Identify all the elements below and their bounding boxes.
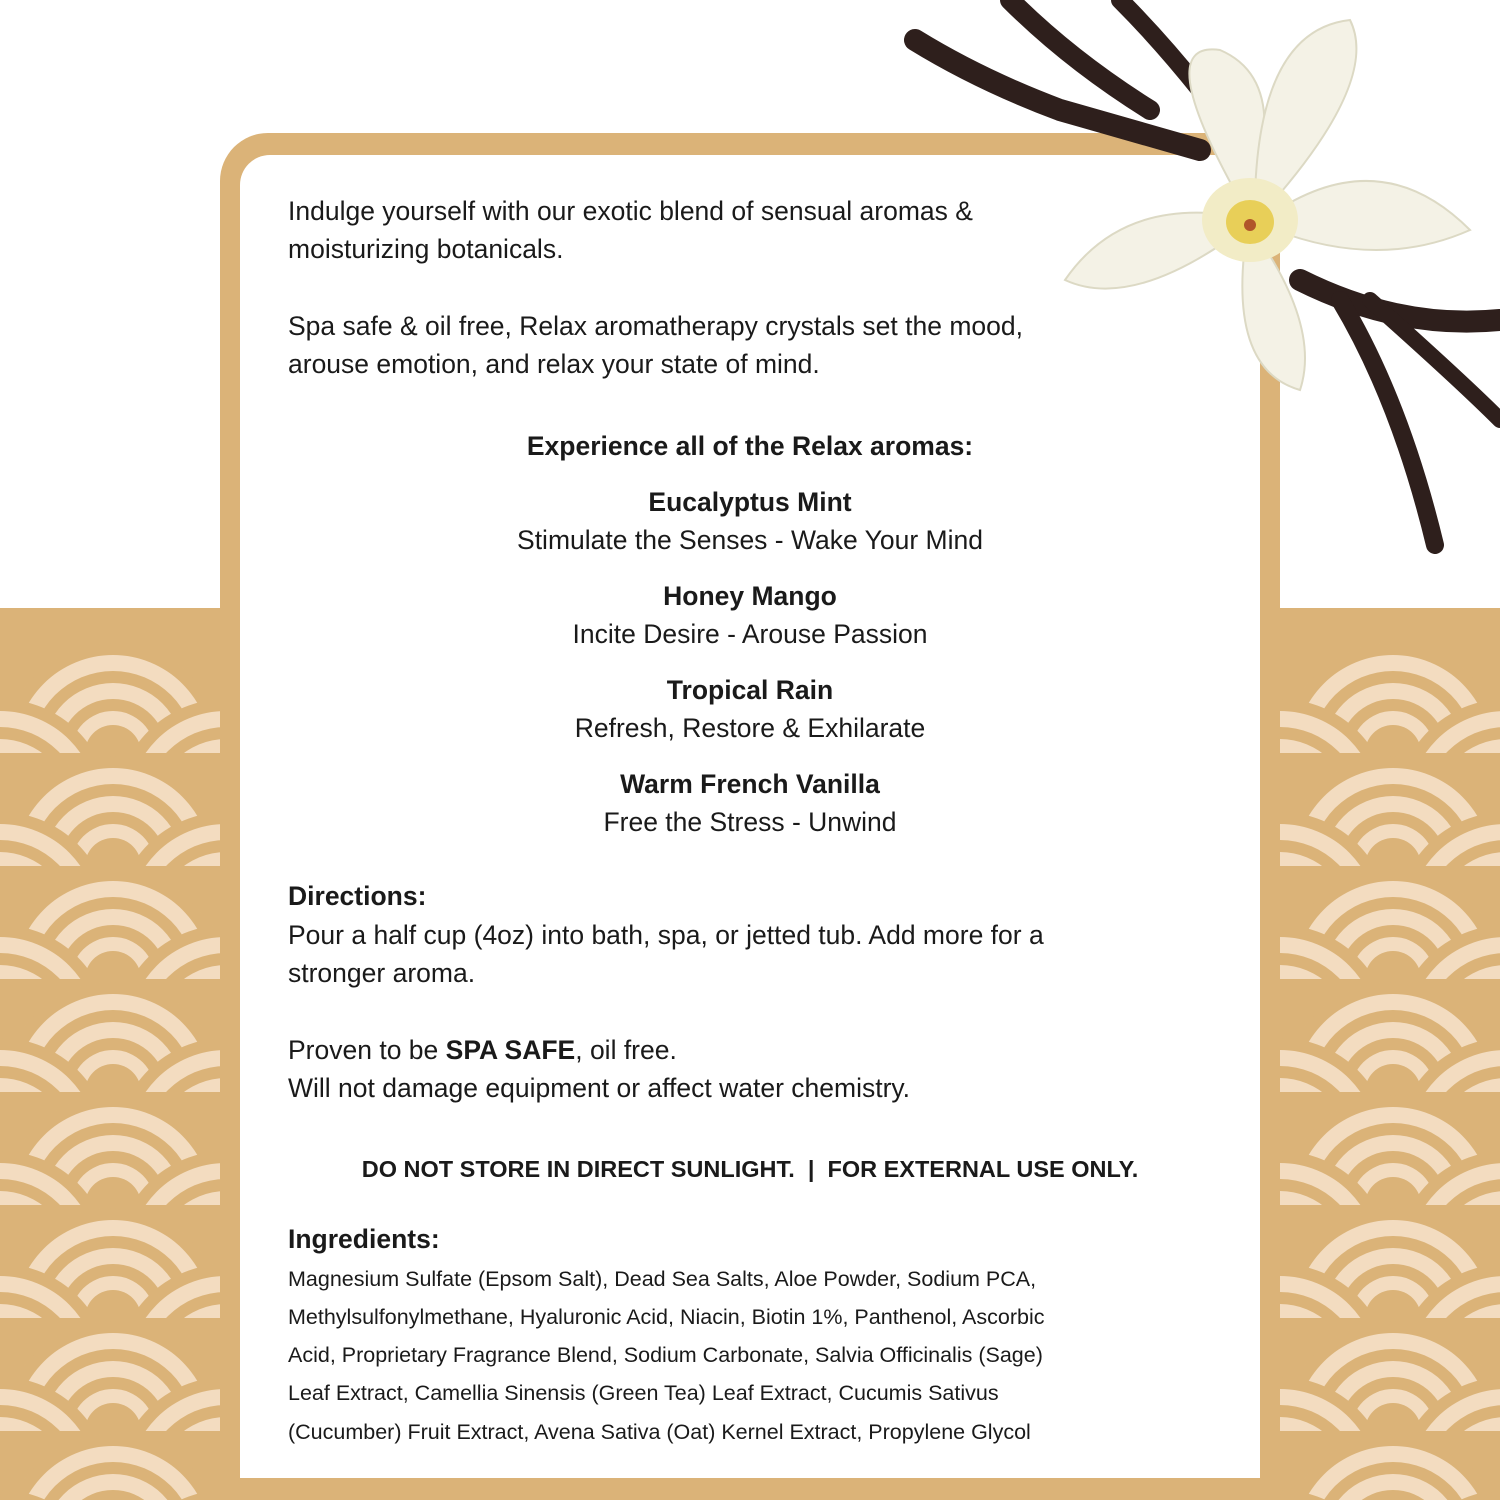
aroma-tagline: Incite Desire - Arouse Passion bbox=[572, 619, 928, 649]
ingredients-line: (Cucumber) Fruit Extract, Avena Sativa (Oat) Kernel Extract, Propylene Glycol bbox=[288, 1420, 1031, 1444]
spa-safe-bold: SPA SAFE bbox=[445, 1035, 576, 1065]
aroma-name: Eucalyptus Mint bbox=[648, 487, 852, 517]
intro-line-1: Indulge yourself with our exotic blend of sensual aromas & bbox=[288, 196, 973, 226]
aroma-tagline: Free the Stress - Unwind bbox=[603, 807, 897, 837]
aroma-name: Warm French Vanilla bbox=[620, 769, 880, 799]
aroma-name: Honey Mango bbox=[663, 581, 837, 611]
directions-line-2: stronger aroma. bbox=[288, 958, 476, 988]
wave-pattern-left bbox=[0, 640, 220, 1500]
spa-safe-line bbox=[288, 1031, 677, 1069]
ingredients-line: Magnesium Sulfate (Epsom Salt), Dead Sea Salts, Aloe Powder, Sodium PCA, bbox=[288, 1267, 1037, 1291]
directions-heading: Directions: bbox=[288, 881, 427, 911]
vanilla-flower-image bbox=[900, 0, 1500, 560]
intro-line-3: Spa safe & oil free, Relax aromatherapy crystals set the mood, bbox=[288, 311, 1023, 341]
ingredients-heading: Ingredients: bbox=[288, 1224, 440, 1254]
ingredients-line: Acid, Proprietary Fragrance Blend, Sodium Carbonate, Salvia Officinalis (Sage) bbox=[288, 1343, 1043, 1367]
ingredients-line: Methylsulfonylmethane, Hyaluronic Acid, Niacin, Biotin 1%, Panthenol, Ascorbic bbox=[288, 1305, 1045, 1329]
wave-pattern-right bbox=[1280, 640, 1500, 1500]
directions-line-4: Will not damage equipment or affect water chemistry. bbox=[288, 1073, 911, 1103]
aromas-heading: Experience all of the Relax aromas: bbox=[526, 431, 974, 461]
ingredients-line: Leaf Extract, Camellia Sinensis (Green Tea) Leaf Extract, Cucumis Sativus bbox=[288, 1381, 999, 1405]
aroma-tagline: Stimulate the Senses - Wake Your Mind bbox=[517, 525, 983, 555]
intro-line-2: moisturizing botanicals. bbox=[288, 234, 564, 264]
spa-safe-suffix: , oil free. bbox=[575, 1035, 677, 1065]
intro-line-4: arouse emotion, and relax your state of mind. bbox=[288, 349, 820, 379]
warning-text: DO NOT STORE IN DIRECT SUNLIGHT. | FOR EXTERNAL USE ONLY. bbox=[361, 1156, 1139, 1182]
spa-safe-prefix: Proven to be bbox=[288, 1035, 446, 1065]
aroma-tagline: Refresh, Restore & Exhilarate bbox=[574, 713, 926, 743]
directions-line-1: Pour a half cup (4oz) into bath, spa, or jetted tub. Add more for a bbox=[288, 920, 1044, 950]
aroma-name: Tropical Rain bbox=[666, 675, 834, 705]
